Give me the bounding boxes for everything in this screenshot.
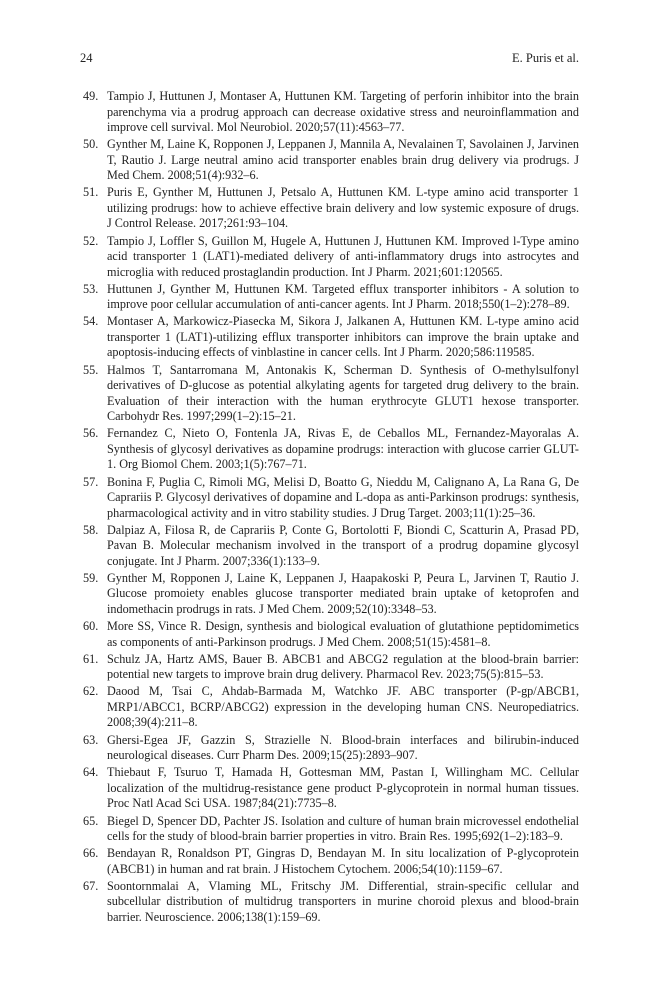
- reference-number: 58.: [83, 522, 99, 537]
- reference-item: [80, 137, 579, 184]
- reference-item: [80, 314, 579, 361]
- reference-text: Biegel D, Spencer DD, Pachter JS. Isolation and culture of human brain microvessel endothelial cells for the study of blood-brain barrier properties in vitro. Brain Res. 1995;692(1–2):183–9.: [107, 813, 579, 843]
- reference-item: [80, 89, 579, 136]
- reference-number: 61.: [83, 651, 99, 666]
- reference-item: [80, 879, 579, 926]
- reference-item: [80, 619, 579, 650]
- reference-text: Tampio J, Huttunen J, Montaser A, Huttunen KM. Targeting of perforin inhibitor into the brain parenchyma via a prodrug approach can decrease oxidative stress and neuroinflammation and improve cell survival. Mol Neurobiol. 2020;57(11):4563–77.: [107, 89, 579, 134]
- reference-text: Bonina F, Puglia C, Rimoli MG, Melisi D, Boatto G, Nieddu M, Calignano A, La Rana G, De Caprariis P. Glycosyl derivatives of dopamine and L-dopa as anti-Parkinson prodrugs: synthesis, pharmacological activity and in vitro stability studies. J Drug Target. 2003;11(1):25–36.: [107, 474, 579, 520]
- reference-number: 63.: [83, 732, 99, 747]
- reference-number: 65.: [83, 813, 99, 828]
- reference-number: 62.: [83, 684, 99, 699]
- reference-number: 57.: [83, 474, 99, 489]
- reference-item: [80, 733, 579, 764]
- reference-text: Schulz JA, Hartz AMS, Bauer B. ABCB1 and ABCG2 regulation at the blood-brain barrier: potential new targets to improve brain drug delivery. Pharmacol Rev. 2023;75(5):815–53.: [107, 651, 579, 682]
- reference-number: 60.: [83, 619, 99, 634]
- page-number: 24: [80, 51, 93, 65]
- reference-text: More SS, Vince R. Design, synthesis and biological evaluation of glutathione peptidomimetics as components of anti-Parkinson prodrugs. J Med Chem. 2008;51(15):4581–8.: [107, 619, 579, 649]
- reference-number: 53.: [83, 281, 99, 296]
- reference-number: 52.: [83, 233, 99, 248]
- reference-number: 51.: [83, 185, 99, 200]
- reference-number: 67.: [83, 878, 99, 893]
- reference-item: [80, 185, 579, 232]
- reference-list: [80, 89, 579, 927]
- reference-item: [80, 475, 579, 522]
- reference-item: [80, 282, 579, 313]
- reference-number: 59.: [83, 570, 99, 585]
- reference-number: 55.: [83, 362, 99, 377]
- reference-text: Dalpiaz A, Filosa R, de Caprariis P, Conte G, Bortolotti F, Biondi C, Scatturin A, Prasad PD, Pavan B. Molecular mechanism involved in the transport of a prodrug dopamine glycosyl conjugate. Int J Pharm. 2007;336(1):133–9.: [107, 522, 579, 568]
- reference-text: Thiebaut F, Tsuruo T, Hamada H, Gottesman MM, Pastan I, Willingham MC. Cellular localization of the multidrug-resistance gene product P-glycoprotein in normal human tissues. Proc Natl Acad Sci USA. 1987;84(21):7735–8.: [107, 765, 579, 811]
- reference-text: Soontornmalai A, Vlaming ML, Fritschy JM. Differential, strain-specific cellular and subcellular distribution of multidrug transporters in murine choroid plexus and blood-brain barrier. Neuroscience. 2006;138(1):159–69.: [107, 878, 579, 924]
- reference-item: [80, 846, 579, 877]
- reference-text: Tampio J, Loffler S, Guillon M, Hugele A, Huttunen J, Huttunen KM. Improved l-Type amino acid transporter 1 (LAT1)-mediated delivery of anti-inflammatory drugs into astrocytes and microglia with reduced prostaglandin production. Int J Pharm. 2021;601:120565.: [107, 233, 579, 279]
- reference-text: Huttunen J, Gynther M, Huttunen KM. Targeted efflux transporter inhibitors - A solution to improve poor cellular accumulation of anti-cancer agents. Int J Pharm. 2018;550(1–2):278–89.: [107, 281, 579, 312]
- reference-text: Gynther M, Ropponen J, Laine K, Leppanen J, Haapakoski P, Peura L, Jarvinen T, Rautio J. Glucose promoiety enables glucose transporter mediated brain uptake of ketoprofen and indomethacin prodrugs in rats. J Med Chem. 2009;52(10):3348–53.: [107, 570, 579, 616]
- reference-number: 50.: [83, 137, 99, 152]
- reference-item: [80, 765, 579, 812]
- reference-item: [80, 363, 579, 425]
- reference-text: Montaser A, Markowicz-Piasecka M, Sikora J, Jalkanen A, Huttunen KM. L-type amino acid transporter 1 (LAT1)-utilizing efflux transporter inhibitors can improve the brain uptake and apoptosis-inducing effects of vinblastine in cancer cells. Int J Pharm. 2020;586:119585.: [107, 314, 579, 360]
- reference-item: [80, 234, 579, 281]
- reference-number: 49.: [83, 89, 99, 103]
- reference-text: Bendayan R, Ronaldson PT, Gingras D, Bendayan M. In situ localization of P-glycoprotein (ABCB1) in human and rat brain. J Histochem Cytochem. 2006;54(10):1159–67.: [107, 846, 579, 876]
- reference-text: Halmos T, Santarromana M, Antonakis K, Scherman D. Synthesis of O-methylsulfonyl derivatives of D-glucose as potential alkylating agents for targeted drug delivery to the brain. Evaluation of their interaction with the human erythrocyte GLUT1 hexose transporter. Carbohydr Res. 1997;299(1–2):15–21.: [107, 362, 579, 424]
- reference-item: [80, 684, 579, 731]
- reference-item: [80, 814, 579, 845]
- reference-item: [80, 426, 579, 473]
- reference-text: Fernandez C, Nieto O, Fontenla JA, Rivas E, de Ceballos ML, Fernandez-Mayoralas A. Synthesis of glycosyl derivatives as dopamine prodrugs: interaction with glucose carrier GLUT-1. Org Biomol Chem. 2003;1(5):767–71.: [107, 426, 579, 472]
- reference-number: 64.: [83, 765, 99, 780]
- reference-text: Puris E, Gynther M, Huttunen J, Petsalo A, Huttunen KM. L-type amino acid transporter 1 utilizing prodrugs: how to achieve effective brain delivery and low systemic exposure of drugs. J Control Release. 2017;261:93–104.: [107, 185, 579, 231]
- reference-number: 66.: [83, 846, 99, 861]
- reference-text: Daood M, Tsai C, Ahdab-Barmada M, Watchko JF. ABC transporter (P-gp/ABCB1, MRP1/ABCC1, BCRP/ABCG2) expression in the developing human CNS. Neuropediatrics. 2008;39(4):211–8.: [107, 684, 579, 730]
- reference-text: Gynther M, Laine K, Ropponen J, Leppanen J, Mannila A, Nevalainen T, Savolainen J, Jarvinen T, Rautio J. Large neutral amino acid transporter enables brain drug delivery via prodrugs. J Med Chem. 2008;51(4):932–6.: [107, 137, 579, 183]
- reference-item: [80, 571, 579, 618]
- page-header: [80, 51, 579, 69]
- reference-item: [80, 652, 579, 683]
- running-head: E. Puris et al.: [511, 51, 579, 65]
- reference-number: 54.: [83, 314, 99, 329]
- reference-text: Ghersi-Egea JF, Gazzin S, Strazielle N. Blood-brain interfaces and bilirubin-induced neurological diseases. Curr Pharm Des. 2009;15(25):2893–907.: [107, 732, 579, 763]
- reference-item: [80, 523, 579, 570]
- reference-number: 56.: [83, 426, 99, 441]
